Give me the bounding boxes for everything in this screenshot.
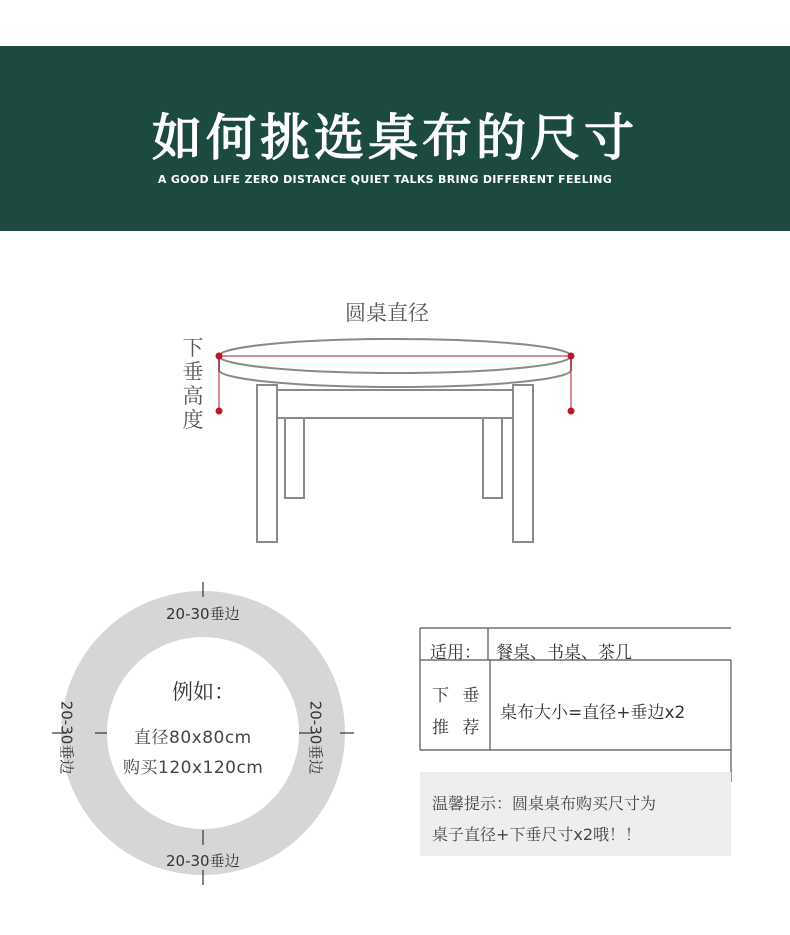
- edge-label-top: 20-30垂边: [166, 605, 240, 623]
- page-subtitle: A GOOD LIFE ZERO DISTANCE QUIET TALKS BRING DIFFERENT FEELING: [157, 173, 613, 186]
- table-leg-left-outer: [257, 385, 277, 542]
- example-diameter: 直径80x80cm: [134, 728, 252, 748]
- diameter-dot-left: [216, 353, 223, 360]
- drop-label-char: 垂: [182, 360, 204, 384]
- table-leg-left-inner: [285, 418, 304, 498]
- drop-dot-left: [216, 408, 223, 415]
- drop-label-char: 高: [182, 384, 204, 408]
- page-title: 如何挑选桌布的尺寸: [152, 109, 638, 167]
- drop-label-char: 下: [182, 336, 204, 360]
- example-purchase: 购买120x120cm: [123, 758, 264, 778]
- table-leg-right-inner: [483, 418, 502, 498]
- edge-label-left: 20-30垂边: [57, 700, 76, 775]
- edge-label-right: 20-30垂边: [306, 700, 325, 775]
- table-apron: [277, 390, 513, 418]
- table-illustration: [219, 339, 571, 542]
- drop-dot-right: [568, 408, 575, 415]
- usage-value: 餐桌、书桌、茶几: [496, 643, 632, 663]
- tip-line2: 桌子直径+下垂尺寸x2哦！！: [432, 825, 642, 844]
- tip-line1: 温馨提示：圆桌桌布购买尺寸为: [432, 794, 657, 813]
- recommend-label-line2: 推 荐: [432, 718, 484, 738]
- diameter-label: 圆桌直径: [345, 301, 429, 325]
- edge-label-bottom: 20-30垂边: [166, 852, 240, 870]
- size-formula: 桌布大小=直径+垂边x2: [500, 703, 686, 723]
- table-leg-right-outer: [513, 385, 533, 542]
- recommend-label-line1: 下 垂: [432, 686, 484, 706]
- diameter-dot-right: [568, 353, 575, 360]
- drop-label-char: 度: [182, 408, 204, 432]
- drop-height-label: [180, 336, 206, 432]
- usage-label: 适用：: [430, 643, 481, 663]
- example-title: 例如：: [172, 680, 235, 704]
